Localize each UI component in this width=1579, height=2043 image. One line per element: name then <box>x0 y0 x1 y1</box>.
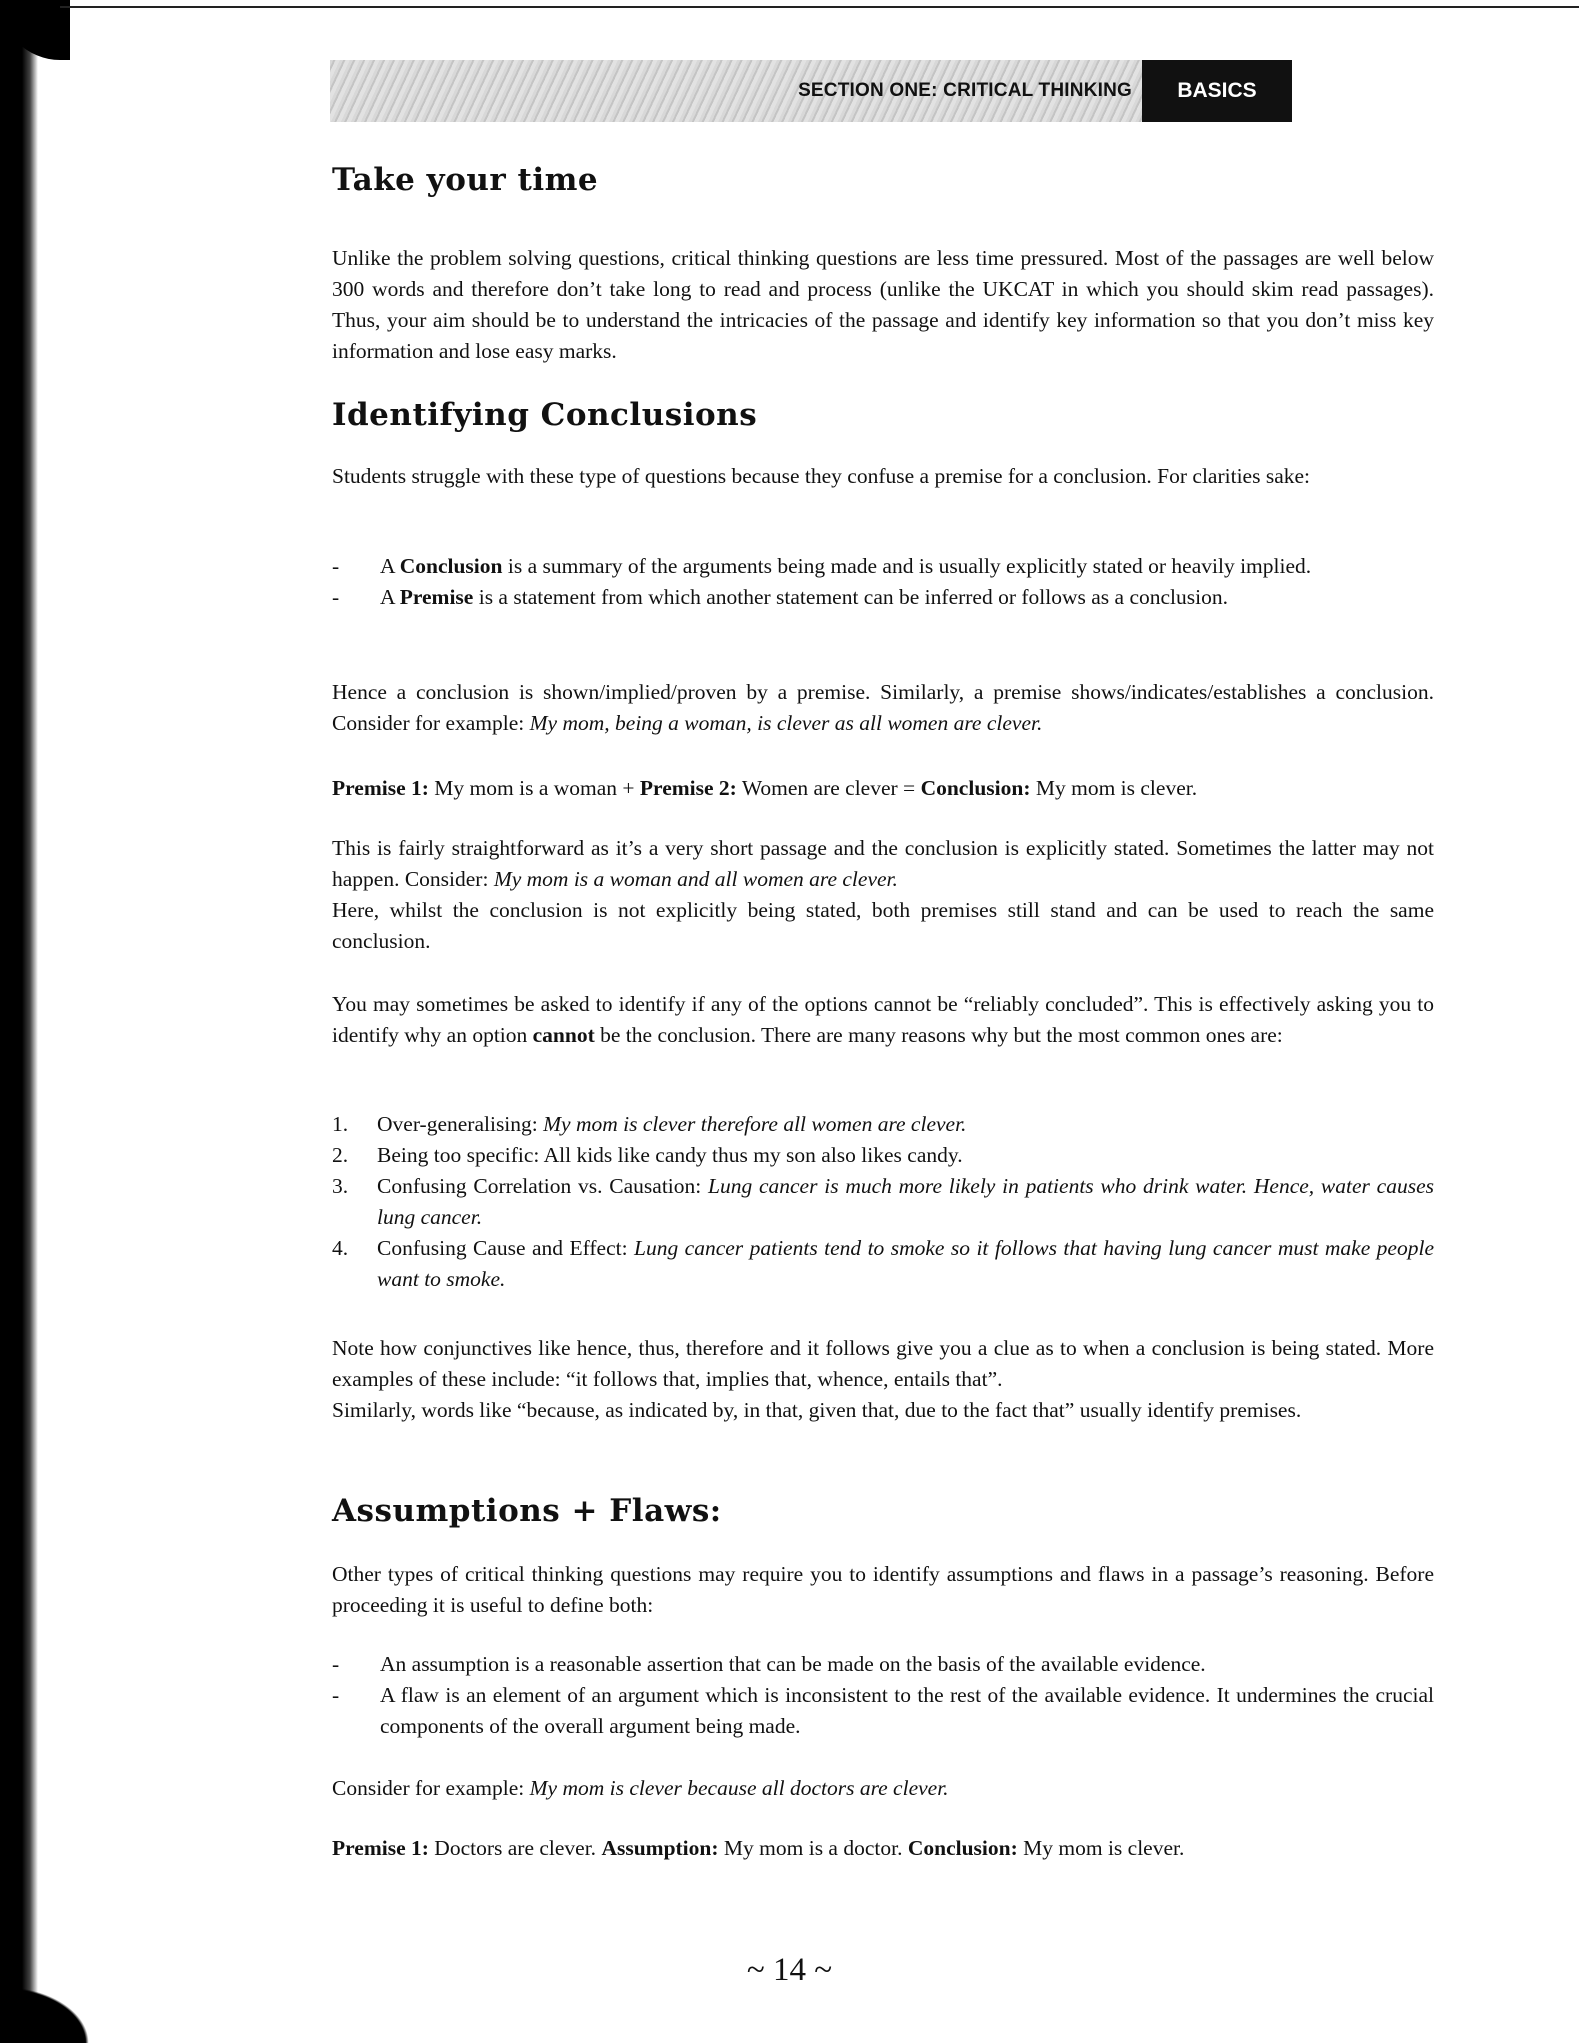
identifying-intro: Students struggle with these type of questions because they confuse a premise for a conclusion. For clarities sake: <box>332 464 1310 488</box>
reasons-list <box>332 1109 1434 1295</box>
scan-edge <box>0 0 38 2043</box>
list-item: - A Premise is a statement from which another statement can be inferred or follows as a conclusion. <box>332 582 1434 613</box>
list-item: 4. Confusing Cause and Effect: Lung cancer patients tend to smoke so it follows that having lung cancer must make people want to smoke. <box>332 1236 1434 1291</box>
reliably-concluded-paragraph: You may sometimes be asked to identify if any of the options cannot be “reliably concluded”. This is effectively asking you to identify why an option cannot be the conclusion. There are many reasons why but the most common ones are: <box>332 992 1434 1047</box>
conjunctives-paragraph: Note how conjunctives like hence, thus, therefore and it follows give you a clue as to when a conclusion is being stated. More examples of these include: “it follows that, implies that, whence, entails that”. Similarly, words like “because, as indicated by, in that, given that, due to the fact that” usually identify premises. <box>332 1336 1434 1422</box>
definition-list <box>332 551 1434 613</box>
heading-identifying-conclusions: Identifying Conclusions <box>332 397 758 433</box>
assumption-flaw-list <box>332 1649 1434 1742</box>
section-title: SECTION ONE: CRITICAL THINKING <box>798 80 1132 101</box>
heading-take-your-time: Take your time <box>332 162 599 198</box>
page-number: ~ 14 ~ <box>746 1952 833 1988</box>
list-item: - A Conclusion is a summary of the arguments being made and is usually explicitly stated or heavily implied. <box>332 551 1434 582</box>
list-item: 3. Confusing Correlation vs. Causation: Lung cancer is much more likely in patients who drink water. Hence, water causes lung cancer. <box>332 1174 1434 1229</box>
hence-paragraph: Hence a conclusion is shown/implied/proven by a premise. Similarly, a premise shows/indicates/establishes a conclusion. Consider for example: My mom, being a woman, is clever as all women are clever. <box>332 680 1434 735</box>
assumptions-intro: Other types of critical thinking questions may require you to identify assumptions and flaws in a passage’s reasoning. Before proceeding it is useful to define both: <box>332 1562 1434 1617</box>
section-tag: BASICS <box>1142 60 1292 122</box>
straightforward-paragraph: This is fairly straightforward as it’s a very short passage and the conclusion is explicitly stated. Sometimes the latter may not happen. Consider: My mom is a woman and all women are clever. Here, whilst the conclusion is not explicitly being stated, both premises still stand and can be used to reach the same conclusion. <box>332 836 1434 953</box>
premise-equation: Premise 1: My mom is a woman + Premise 2: Women are clever = Conclusion: My mom is clever. <box>332 776 1198 800</box>
heading-assumptions-flaws: Assumptions + Flaws: <box>332 1493 722 1529</box>
take-your-time-paragraph: Unlike the problem solving questions, critical thinking questions are less time pressured. Most of the passages are well below 300 words and therefore don’t take long to read and process (unlike the UKCAT in which you should skim read passages). Thus, your aim should be to understand the intricacies of the passage and identify key information so that you don’t miss key information and lose easy marks. <box>332 246 1434 363</box>
section-header <box>330 60 1292 122</box>
list-item: 2. Being too specific: All kids like candy thus my son also likes candy. <box>332 1143 963 1167</box>
assumption-equation: Premise 1: Doctors are clever. Assumption: My mom is a doctor. Conclusion: My mom is clever. <box>332 1836 1185 1860</box>
top-rule <box>60 6 1579 8</box>
list-item: - An assumption is a reasonable assertion that can be made on the basis of the available evidence. <box>332 1649 1434 1680</box>
consider-example: Consider for example: My mom is clever because all doctors are clever. <box>332 1776 949 1800</box>
list-item: - A flaw is an element of an argument which is inconsistent to the rest of the available evidence. It undermines the crucial components of the overall argument being made. <box>332 1680 1434 1742</box>
list-item: 1. Over-generalising: My mom is clever therefore all women are clever. <box>332 1112 967 1136</box>
